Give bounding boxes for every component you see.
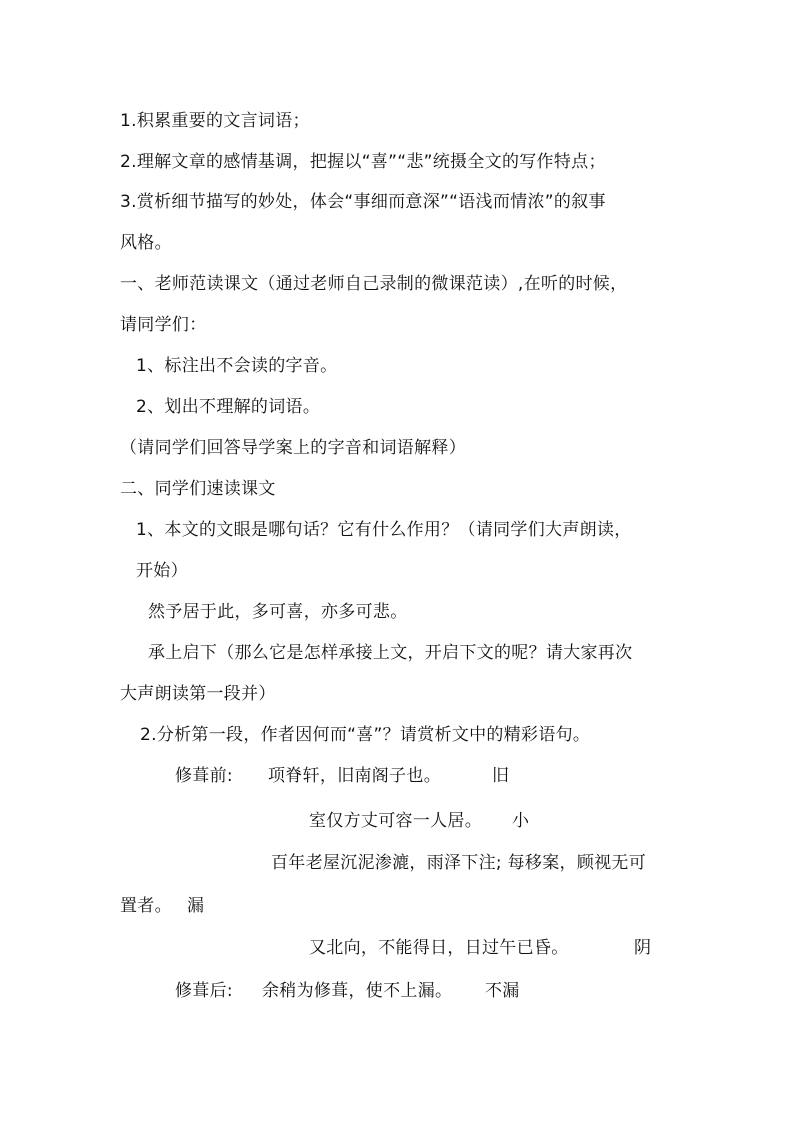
before-line-4-tag: 阴 bbox=[634, 938, 652, 958]
before-line-4: 又北向，不能得日，日过午已昏。 bbox=[309, 938, 569, 958]
section2-title: 二、同学们速读课文 bbox=[120, 479, 276, 499]
before-line-1: 项脊轩，旧南阁子也。 bbox=[268, 766, 441, 786]
before-line-2: 室仅方丈可容一人居。 bbox=[309, 811, 482, 831]
before-line-2-tag: 小 bbox=[512, 811, 530, 831]
section1-note: （请同学们回答导学案上的字音和词语解释） bbox=[120, 438, 466, 458]
objective-1: 1.积累重要的文言词语； bbox=[120, 111, 310, 131]
before-line-1-tag: 旧 bbox=[492, 766, 510, 786]
before-line-3: 百年老屋沉泥渗漉，雨泽下注; 每移案，顾视无可 bbox=[271, 853, 647, 873]
section1-item-2: 2、划出不理解的词语。 bbox=[136, 397, 321, 417]
objective-2: 2.理解文章的感情基调，把握以“喜”“悲”统摄全文的写作特点； bbox=[120, 152, 606, 172]
section2-question-1: 1、本文的文眼是哪句话？它有什么作用？（请同学们大声朗读， bbox=[136, 520, 632, 540]
before-label: 修葺前: bbox=[175, 766, 233, 786]
section2-answer-1: 然予居于此，多可喜，亦多可悲。 bbox=[148, 602, 408, 622]
before-line-3-cont: 置者。 bbox=[120, 896, 172, 916]
section2-answer-2: 承上启下（那么它是怎样承接上文，开启下文的呢？请大家再次 bbox=[148, 643, 633, 663]
objective-3: 3.赏析细节描写的妙处，体会“事细而意深”“语浅而情浓”的叙事 bbox=[120, 192, 606, 212]
objective-3-cont: 风格。 bbox=[120, 233, 172, 253]
section1-title: 一、老师范读课文（通过老师自己录制的微课范读）,在听的时候， bbox=[120, 274, 628, 294]
section1-title-cont: 请同学们： bbox=[120, 315, 207, 335]
section1-item-1: 1、标注出不会读的字音。 bbox=[136, 356, 338, 376]
after-line-1-tag: 不漏 bbox=[485, 981, 520, 1001]
section2-question-1-cont: 开始） bbox=[136, 561, 188, 581]
section2-question-2: 2.分析第一段，作者因何而“喜”？请赏析文中的精彩语句。 bbox=[140, 725, 591, 745]
before-line-3-tag: 漏 bbox=[187, 896, 205, 916]
after-line-1: 余稍为修葺，使不上漏。 bbox=[262, 981, 453, 1001]
section2-answer-2-cont: 大声朗读第一段并） bbox=[120, 684, 276, 704]
after-label: 修葺后: bbox=[175, 981, 233, 1001]
